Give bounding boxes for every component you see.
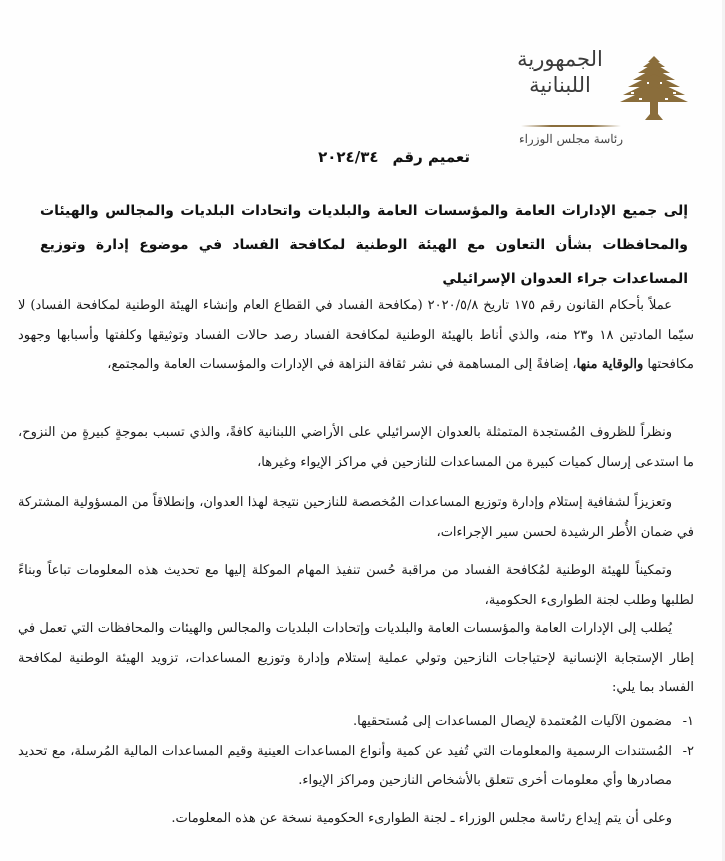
paragraph-text: وتمكيناً للهيئة الوطنية لمُكافحة الفساد من مراقبة حُسن تنفيذ المهام الموكلة إليها مع تحديث هذه المعلومات تباعاً وبناءً لطلبها وطلب لجنة الطوارىء الحكومية، [18,563,694,608]
paragraph-text: يُطلب إلى الإدارات العامة والمؤسسات العامة والبلديات وإتحادات البلديات والمجالس والهيئات والمحافظات التي تعمل في إطار الإستجابة الإنسانية لإحتياجات النازحين وتولي عملية إستلام وإدارة وتوزيع المساعدات، تزويد الهيئة الوطنية لمكافحة الفساد بما يلي: [18,621,694,695]
letterhead [505,36,695,151]
paragraph-text: ، إضافةً إلى المساهمة في نشر ثقافة النزاهة في الإدارات والمؤسسات العامة والمجتمع، [107,357,577,372]
list-item [18,737,694,796]
requirements-list [18,707,694,796]
list-item-text: المُستندات الرسمية والمعلومات التي تُفيد عن كمية وأنواع المساعدات العينية وقيم المساعدات المالية المُرسلة، مع تحديد مصادرها وأي معلومات أخرى تتعلق بالأشخاص النازحين ومراكز الإيواء. [18,743,672,788]
paragraph-request [18,614,694,703]
paragraph-text: ونظراً للظروف المُستجدة المتمثلة بالعدوان الإسرائيلي على الأراضي اللبنانية كافةً، والذي تسبب بموجةٍ كبيرةٍ من النزوح، ما استدعى إرسال كميات كبيرة من المساعدات للنازحين في مراكز الإيواء وغيرها، [18,425,694,470]
circular-number [270,148,470,166]
paragraph-circumstances [18,418,694,477]
subject-heading: إلى جميع الإدارات العامة والمؤسسات العامة والبلديات واتحادات البلديات والمجالس والهيئات والمحافظات بشأن التعاون مع الهيئة الوطنية لمكافحة الفساد في موضوع إدارة وتوزيع المساعدات جراء العدوان الإسرائيلي [40,203,688,287]
list-marker: ٢- [682,743,694,759]
letterhead-title-line1: الجمهورية [517,47,603,71]
paragraph-legal-basis [18,291,694,380]
letterhead-title [515,46,605,98]
paragraph-closing [18,804,694,834]
list-marker: ١- [682,714,694,729]
paragraph-text: وعلى أن يتم إيداع رئاسة مجلس الوزراء ـ لجنة الطوارىء الحكومية نسخة عن هذه المعلومات. [171,811,672,826]
paragraph-text: وتعزيزاً لشفافية إستلام وإدارة وتوزيع المساعدات المُخصصة للنازحين نتيجة لهذا العدوان، وإنطلاقاً من المسؤولية المشتركة في ضمان الأُطر الرشيدة لحسن سير الإجراءات، [18,495,694,540]
list-item [18,707,694,737]
letterhead-subtitle: رئاسة مجلس الوزراء [518,132,624,146]
paragraph-transparency [18,488,694,547]
paragraph-text: عملاً بأحكام القانون رقم ١٧٥ تاريخ ٢٠٢٠/٥/٨ (مكافحة الفساد في القطاع العام وإنشاء الهيئة الوطنية لمكافحة الفساد) لا سيّما المادتين ١٨ و٢٣ منه، والذي أناط بالهيئة الوطنية لمكافحة الفساد رصد حالات الفساد وتوثيقها وكلفتها وأسبابها وجهود مكافحتها [18,298,694,372]
circular-number-value: ٢٠٢٤/٣٤ [318,148,379,166]
circular-label: تعميم رقم [392,148,470,166]
letterhead-divider [521,125,621,127]
paragraph-enabling [18,556,694,615]
letterhead-title-line2: اللبنانية [529,73,591,97]
bold-phrase: والوقاية منها [576,357,644,372]
list-item-text: مضمون الآليات المُعتمدة لإيصال المساعدات إلى مُستحقيها. [352,714,672,729]
cedar-tree-icon [617,52,691,126]
